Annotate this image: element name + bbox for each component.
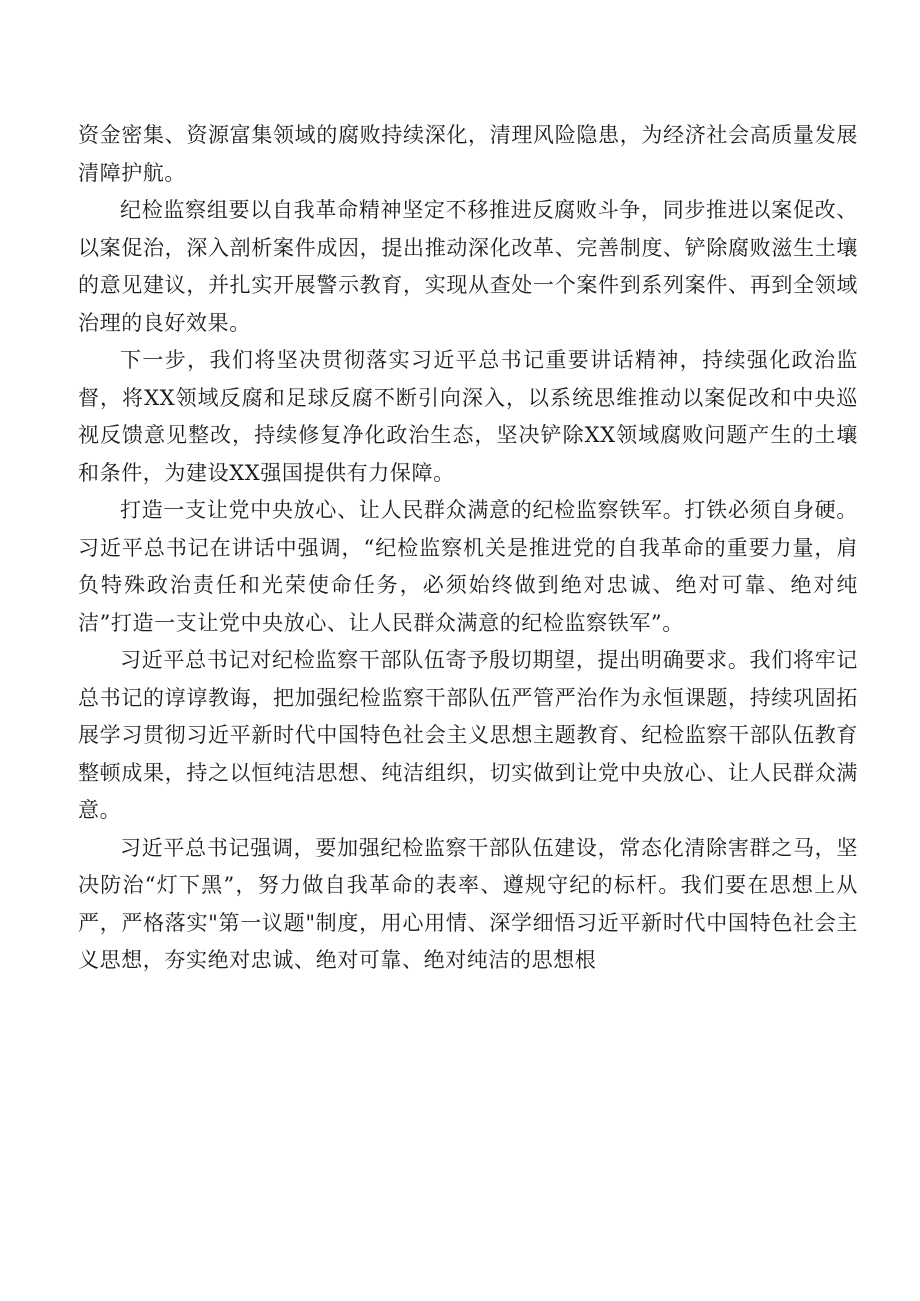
paragraph-4: 打造一支让党中央放心、让人民群众满意的纪检监察铁军。打铁必须自身硬。习近平总书记在讲话中强调，“纪检监察机关是推进党的自我革命的重要力量，肩负特殊政治责任和光荣使命任务，必须始终做到绝对忠诚、绝对可靠、绝对纯洁”打造一支让党中央放心、让人民群众满意的纪检监察铁军”。 [78, 498, 858, 635]
document-body [78, 117, 858, 980]
paragraph-5: 习近平总书记对纪检监察干部队伍寄予殷切期望，提出明确要求。我们将牢记总书记的谆谆教诲，把加强纪检监察干部队伍严管严治作为永恒课题，持续巩固拓展学习贯彻习近平新时代中国特色社会主义思想主题教育、纪检监察干部队伍教育整顿成果，持之以恒纯洁思想、纯洁组织，切实做到让党中央放心、让人民群众满意。 [78, 648, 858, 822]
paragraph-6: 习近平总书记强调，要加强纪检监察干部队伍建设，常态化清除害群之马，坚决防治“灯下黑”，努力做自我革命的表率、遵规守纪的标杆。我们要在思想上从严，严格落实"第一议题"制度，用心用情、深学细悟习近平新时代中国特色社会主义思想，夯实绝对忠诚、绝对可靠、绝对纯洁的思想根 [78, 835, 858, 972]
paragraph-3: 下一步，我们将坚决贯彻落实习近平总书记重要讲话精神，持续强化政治监督，将XX领域反腐和足球反腐不断引向深入，以系统思维推动以案促改和中央巡视反馈意见整改，持续修复净化政治生态，坚决铲除XX领域腐败问题产生的土壤和条件，为建设XX强国提供有力保障。 [78, 348, 858, 485]
paragraph-2: 纪检监察组要以自我革命精神坚定不移推进反腐败斗争，同步推进以案促改、以案促治，深入剖析案件成因，提出推动深化改革、完善制度、铲除腐败滋生土壤的意见建议，并扎实开展警示教育，实现从查处一个案件到系列案件、再到全领域治理的良好效果。 [78, 198, 858, 335]
paragraph-1: 资金密集、资源富集领域的腐败持续深化，清理风险隐患，为经济社会高质量发展清障护航。 [78, 123, 858, 185]
